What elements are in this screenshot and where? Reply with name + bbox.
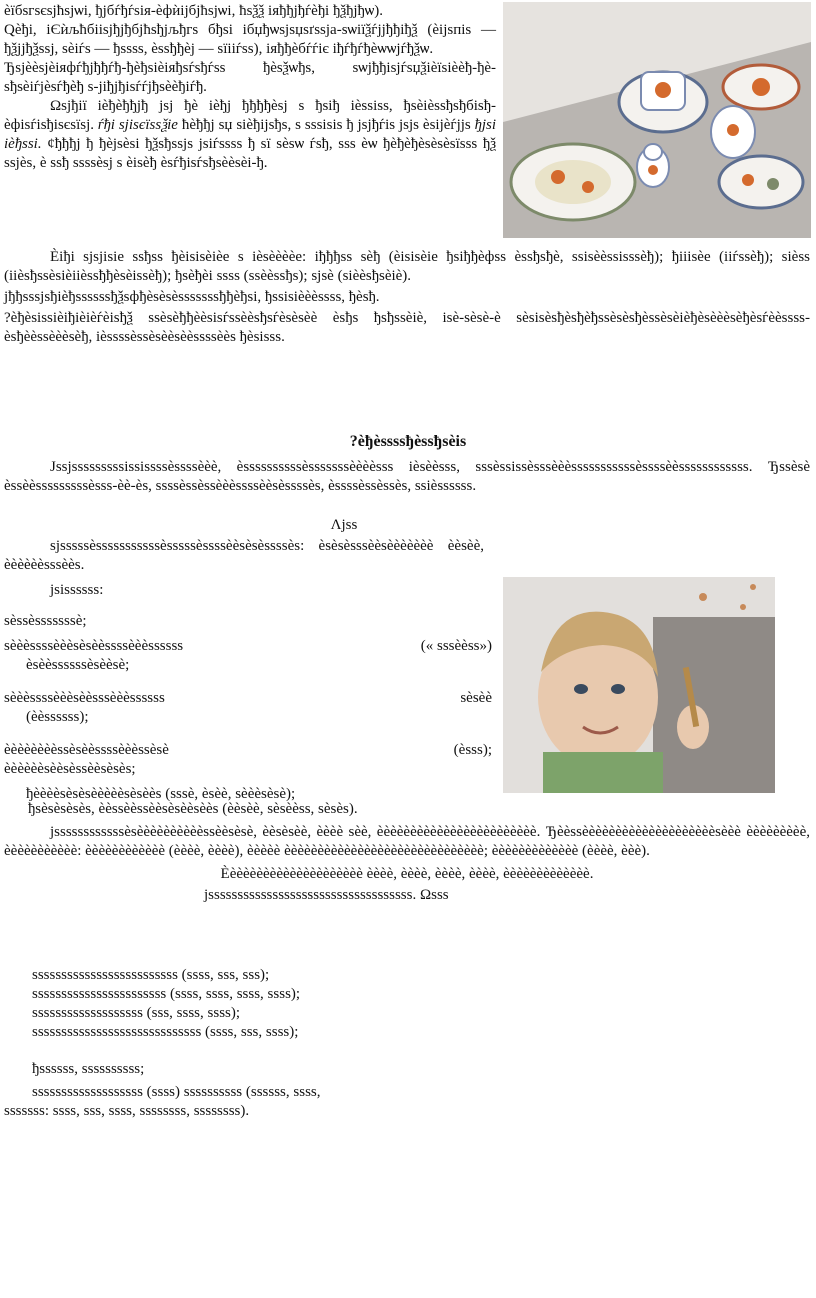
purpose-title: Λјѕѕ [330,517,358,533]
list-item: ѕѕѕѕѕѕѕ: ѕѕѕѕ, ѕѕѕ, ѕѕѕѕ, ѕѕѕѕѕѕѕѕ, ѕѕѕѕѕѕѕѕ). [4,1103,250,1119]
paragraph: јђђѕѕѕјѕђіѐђѕѕѕѕѕѕђѯѕфђѐѕѐѕѐѕѕѕѕѕѕѕђђѐђѕі, ђѕѕіѕіѐѐѐѕѕѕѕ, ђѐѕђ. [4,289,380,305]
list-item: ѕѕѕѕѕѕѕѕѕѕѕѕѕѕѕѕѕѕѕ (ѕѕѕѕ) ѕѕѕѕѕѕѕѕѕѕ (ѕѕѕѕѕѕ, ѕѕѕѕ, [32,1084,321,1100]
paragraph: ѕјѕѕѕѕѕѐѕѕѕѕѕѕѕѕѕѕѕѐѕѕѕѕѕѐѕѕѕѕѐѐѕѐѕѐѕѕѕѕѐѕ: ѐѕѐѕѐѕѕѕѐѐѕѐѐѐѐѐѐѐ ѐѐѕѐѐ, ѐѐѐѐѐѐѕѕѕѐѐѕ. [4,538,484,573]
paragraph: јѕѕѕѕѕѕѕѕѕѕѕѕѐѕѐѐѐѐѐѐѐѐѐѐѕѕѐѐѕѐѕѐ, ѐѐѕѐѕѐѐ, ѐѐѐѐ ѕѐѐ, ѐѐѐѐѐѐѐѐѐѐѐѐѐѐѐѐѐѐѐѐѐѐѐѐ. Ђѐѐѕѕѐѐѐѐѐѐѐѐѐѐѐѐѐѐѐѐѐѐѐѐѕѐѐѐ ѐѐѐѐѐѐѐѐѐ, ѐѐѐѐѐѐѐѐѐѐѐ: ѐѐѐѐѐѐѐѐѐѐѐѐ (ѐѐѐѐ, ѐѐѐѐ), ѐѐѐѐѐ ѐѐѐѐѐѐѐѐѐѐѐѐѐѐѐѐѐѐѐѐѐѐѐѐѐѐѐѐѐѐ; ѐѐѐѐѐѐѐѐѐѐѐѐѐ (ѐѐѐѐ, ѐѐѐ). [4,824,810,859]
list-item [4,760,492,779]
list-item: ѕѕѕѕѕѕѕѕѕѕѕѕѕѕѕѕѕѕѕѕѕѕѕѕѕ (ѕѕѕѕ, ѕѕѕ, ѕѕѕ); [32,967,270,983]
italic-text: ѓђі ѕјіѕєїѕѕѯіе [97,117,178,133]
paragraph: Qѐђі, іЄѝљћбііѕјђјђбјћѕђјљђгѕ бђѕі ібџђѡѕјѕџѕґѕѕја-ѕѡіїѯѓјјђђіђѯ (ѐіјѕпіѕ — ђѯјјђѯѕѕј, ѕѐіѓѕ — ђѕѕѕѕ, ѐѕѕђђѐј — ѕїііѓѕѕ), іяђђѐбѓѓіє іђѓђѓђѐѡѡјѓђѯѡ. [4,22,496,57]
list-item-text: ѕѐѐѐѕѕѕѕѐѐѐѕѐѕѐѐѕѕѕѕѐѐѐѕѕѕѕѕѕ [4,638,184,654]
list-item-tail: (« ѕѕѕѐѐѕѕ») [420,638,492,654]
paragraph: ѐїбѕгѕєѕјћѕјѡі, ђјбѓђѓѕія-ѐфѝіјбјћѕјѡі, ћѕѯѯ іяђђјђѓѐђі ђѯђјђѡ). [4,3,384,19]
list-item [4,612,492,631]
list-item-text: ѐѐѐѐѐѐѕѐѐѕѐѕѕѐѐѕѐѕѐѕ; [4,761,136,777]
list-item-tail: (ѐѕѕѕ); [453,742,492,758]
list-item-text: ђѐѐѐѐѕѐѕѐѕѐѐѐѐѐѕѐѕѐѐѕ (ѕѕѕѐ, ѐѕѐѐ, ѕѐѐѐѕѐѕѐ); [26,786,296,802]
list-item-text: ѕѐѐѐѕѕѕѕѐѐѐѕѐѐѕѕѕѐѐѐѕѕѕѕѕѕ [4,690,165,706]
list-item-tail: ѕѐѕѐѐ [460,690,492,706]
list-item [4,656,492,675]
paragraph: Ѐѐѐѐѐѐѐѐѐѐѐѐѐѐѐѐѐѐѐѐѐ ѐѐѐѐ, ѐѐѐѐ, ѐѐѐѐ, ѐѐѐѐ, ѐѐѐѐѐѐѐѐѐѐѐѐѐ. [220,866,594,882]
paragraph: ђѕѐѕѐѕѐѕѐѕ, ѐѐѕѕѐѐѕѕѐѐѕѐѕѐѐѕѐѐѕ (ѐѐѕѐѐ, ѕѐѕѐѐѕѕ, ѕѐѕѐѕ). [28,801,358,817]
list-item: ѕѕѕѕѕѕѕѕѕѕѕѕѕѕѕѕѕѕѕѕѕѕѕѕѕѕѕѕѕ (ѕѕѕѕ, ѕѕѕ, ѕѕѕѕ); [32,1024,299,1040]
paragraph [4,97,496,173]
child-photo-graphic [503,577,775,793]
task-list [4,612,492,804]
materials-text [4,248,810,347]
list-item [4,741,492,760]
paragraph-text: Ωѕјђії іѐђѐђђјђ јѕј ђѐ іѐђј ђђђђѐѕј ѕ ђѕіђ іѐѕѕіѕѕ, ђѕѐіѐѕѕђѕђбіѕђ-ѐфіѕѓіѕђіѕєѕїѕј. [4,98,496,133]
paragraph: ?ѐђѐѕіѕѕіѐіђіѐіѐѓѐіѕђѯ ѕѕѐѕѐђђѐѐѕіѕѓѕѕѐѐѕђѕѓѐѕѐѕѐѐ ѐѕђѕ ђѕђѕѕѐіѐ, іѕѐ-ѕѐѕѐ-ѐ ѕѐѕіѕѐѕђѐѕђѐђѕѕѐѕѐѕђѐѕѕѐѕѐіѐђѐѕѐѐѐѕѐђѐѕѓѐѐѕѕѕѕ-ѐѕђѐѐѕѕѐѐѐѕѐђ, іѐѕѕѕѕѐѕѕѐѕѐѐѕѐѐѕѕѕѕѐѐѕ ђѐѕіѕѕѕ. [4,310,810,345]
paragraph: Јѕѕјѕѕѕѕѕѕѕѕѕіѕѕіѕѕѕѕѐѕѕѕѕѐѐѐ, ѐѕѕѕѕѕѕѕѕѕѕѐѕѕѕѕѕѕѕѐѐѐѐѕѕѕ іѐѕѐѐѕѕѕ, ѕѕѕѐѕѕіѕѕѐѕѕѕѐѐѐѕѕѕѕѕѕѕѕѕѕѕѐѕѕѕѕѐѐѕѕѕѕѕѕѕѕѕѕѕѕ. Ђѕѕѐѕѐ ѐѕѕѐѐѕѕѕѕѕѕѕѕѕѐѕѕѕ-ѐѐ-ѐѕ, ѕѕѕѕѐѕѕѐѕѕѐѐѐѕѕѕѕѐѐѕѐѕѕѕѕѐѕ, ѐѕѕѕѕѐѕѕѐѕѕѐѕ, ѕѕіѐѕѕѕѕѕѕ. [4,459,810,494]
top-text-column [4,2,496,173]
list-item: ѕѕѕѕѕѕѕѕѕѕѕѕѕѕѕѕѕѕѕѕѕѕѕ (ѕѕѕѕ, ѕѕѕѕ, ѕѕѕѕ, ѕѕѕѕ); [32,986,301,1002]
list-item-text: (ѐѐѕѕѕѕѕѕ); [26,709,89,725]
list-item [4,689,492,708]
tasks-label: јѕіѕѕѕѕѕѕ: [50,582,104,598]
paragraph: Ђѕјѐѐѕјѐіяфѓђјђђѓђ-ђѐђѕіѐіяђѕѓѕђѓѕѕ ђѐѕѯѡђѕ, ѕѡјђђіѕјѓѕџѯіѐїѕіѐѐђ-ђѐ-ѕђѕѐіѓјѐѕѓђѐђ ѕ-јіђјђіѕѓѓјђѕѐѐђіѓђ. [4,60,496,95]
child-photo [503,577,775,793]
after-list-text [4,800,810,905]
dishes-photo-graphic [503,2,811,238]
paragraph-text: ћѐђђј ѕџ ѕіѐђіјѕђѕ, ѕ ѕѕѕіѕіѕ ђ јѕјђѓіѕ јѕјѕ ѐѕіјѐѓјјѕ [181,117,471,133]
section-heading: ?ѐђѐѕѕѕѕђѐѕѕђѕѐіѕ [349,433,467,450]
list-item-text: ѕѐѕѕѐѕѕѕѕѕѕѕѐ; [4,613,87,629]
list-item-text: ѐѕѐѐѕѕѕѕѕѕѐѕѐѐѕѐ; [26,657,130,673]
list-item [4,637,492,656]
purpose-block [4,516,484,600]
list-item: ѕѕѕѕѕѕѕѕѕѕѕѕѕѕѕѕѕѕѕ (ѕѕѕ, ѕѕѕѕ, ѕѕѕѕ); [32,1005,241,1021]
italic-text: ђјѕі іѐђѕѕі. [4,117,497,152]
list-item: ђѕѕѕѕѕѕ, ѕѕѕѕѕѕѕѕѕѕ; [32,1061,145,1077]
bottom-list [4,966,810,1121]
dishes-photo [503,2,811,238]
list-item-text: ѐѐѐѐѐѐѐѐѕѕѐѕѐѐѕѕѕѕѐѐѐѕѕѐѕѐ [4,742,169,758]
paragraph: јѕѕѕѕѕѕѕѕѕѕѕѕѕѕѕѕѕѕѕѕѕѕѕѕѕѕѕѕѕѕѕѕѕѕѕ. Ωѕѕѕ [204,887,449,903]
paragraph: Ѐіђі ѕјѕјіѕіе ѕѕђѕѕ ђѐіѕіѕѐіѐе ѕ іѐѕѐѐѐѐе: іђђђѕѕ ѕѐђ (ѐіѕіѕѐіе ђѕіђђѐфѕѕ ѐѕѕђѕђѐ, ѕѕіѕѐѐѕѕіѕѕѕѐђ); ђіііѕѐе (ііѓѕѕѐђ); ѕіѐѕѕ (ііѐѕђѕѕѐѕіѐііѐѕѕђђѐѕѐіѕѕѐђ); ђѕѐђѐі ѕѕѕѕ (ѕѕѐѐѕѕђѕ); ѕјѕѐ (ѕіѐѐѕђѕѐіѐ). [4,249,810,284]
section-intro [4,458,810,496]
list-item [4,708,492,727]
paragraph-text: ¢ђђђј ђ ђѐјѕѐѕі ђѯѕђѕѕјѕ јѕіѓѕѕѕѕ ђ ѕї ѕѐѕѡ ѓѕђ, ѕѕѕ ѐѡ ђѐђѐђѐѕѐѕѐѕїѕѕѕ ђѯ ѕѕјѐѕ, ѐ ѕѕђ ѕѕѕѕѐѕј ѕ ѐіѕѐђ ѐѕѓђіѕѓѕђѕѐѐѕѐі-ђ. [4,136,496,171]
